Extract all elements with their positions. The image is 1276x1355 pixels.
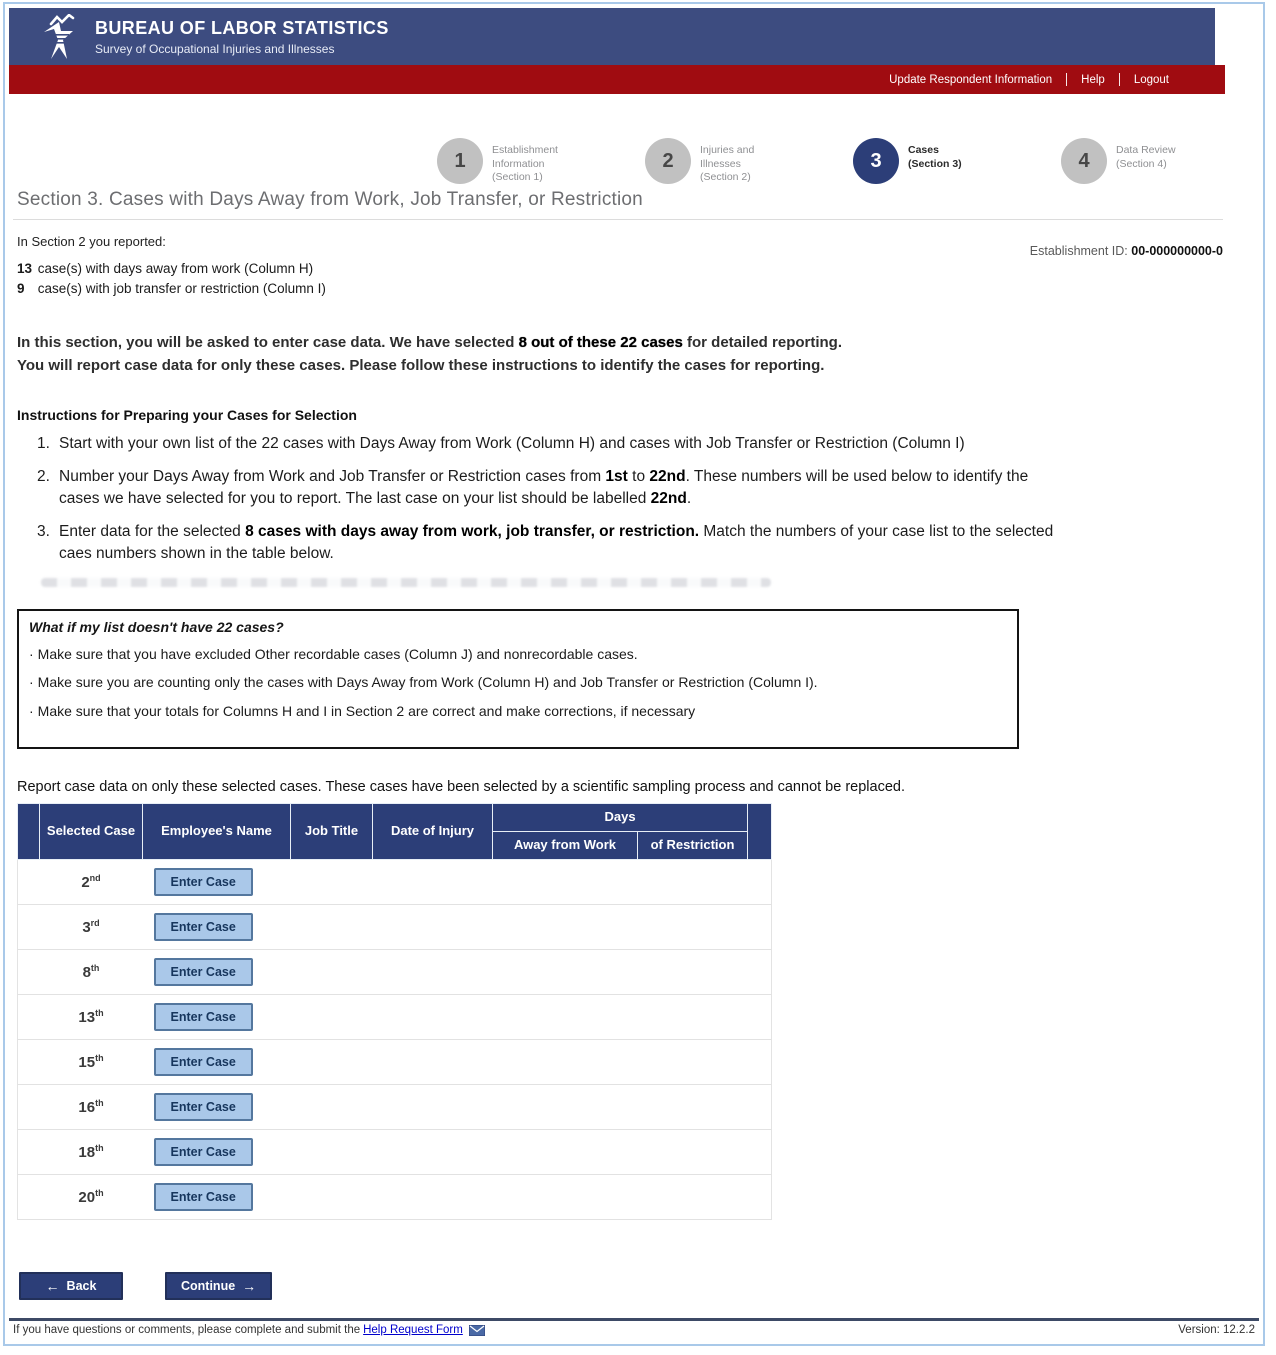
case-ordinal-suffix: th bbox=[90, 962, 100, 973]
faded-text-artifact bbox=[41, 578, 771, 587]
instruction-item-2 bbox=[37, 466, 1057, 511]
reported-count: 13 bbox=[17, 260, 33, 276]
case-ordinal: 13 bbox=[78, 1008, 96, 1026]
days-away-cell bbox=[493, 949, 638, 994]
instructions-heading: Instructions for Preparing your Cases for Selection bbox=[17, 407, 357, 424]
reported-text: case(s) with job transfer or restriction (Column I) bbox=[37, 280, 326, 296]
row-spacer bbox=[18, 1084, 40, 1129]
action-buttons bbox=[19, 1272, 1223, 1300]
case-row bbox=[18, 994, 772, 1039]
step-4-circle: 4 bbox=[1061, 138, 1107, 184]
case-row bbox=[18, 949, 772, 994]
header-date-of-injury: Date of Injury bbox=[373, 803, 493, 859]
case-row bbox=[18, 1084, 772, 1129]
case-ordinal-suffix: th bbox=[95, 1142, 104, 1153]
enter-case-button[interactable]: Enter Case bbox=[154, 913, 253, 941]
help-request-form-link[interactable]: Help Request Form bbox=[363, 1324, 463, 1336]
employee-name-cell bbox=[143, 949, 291, 994]
case-row bbox=[18, 859, 772, 904]
row-spacer bbox=[748, 1174, 772, 1219]
days-restriction-cell bbox=[638, 994, 748, 1039]
case-row bbox=[18, 1174, 772, 1219]
date-of-injury-cell bbox=[373, 904, 493, 949]
step-3-circle: 3 bbox=[853, 138, 899, 184]
main-content bbox=[5, 94, 1263, 1300]
faq-bullet: · Make sure that you have excluded Other recordable cases (Column J) and nonrecordable cases. bbox=[29, 645, 1003, 665]
days-restriction-cell bbox=[638, 904, 748, 949]
header-job-title: Job Title bbox=[291, 803, 373, 859]
footer bbox=[5, 1318, 1263, 1344]
job-title-cell bbox=[291, 859, 373, 904]
reported-count: 9 bbox=[17, 280, 25, 296]
instruction-number: 2. bbox=[37, 467, 50, 485]
days-away-cell bbox=[493, 1174, 638, 1219]
selected-case-cell bbox=[40, 1129, 143, 1174]
case-ordinal: 20 bbox=[78, 1188, 96, 1206]
days-restriction-cell bbox=[638, 949, 748, 994]
days-restriction-cell bbox=[638, 1084, 748, 1129]
days-away-cell bbox=[493, 1039, 638, 1084]
employee-name-cell bbox=[143, 1129, 291, 1174]
continue-button-label: Continue bbox=[181, 1278, 236, 1293]
days-restriction-cell bbox=[638, 1174, 748, 1219]
date-of-injury-cell bbox=[373, 1039, 493, 1084]
step-1-label: Establishment Information (Section 1) bbox=[492, 144, 558, 184]
nav-separator bbox=[1119, 73, 1120, 86]
selected-case-cell bbox=[40, 994, 143, 1039]
date-of-injury-cell bbox=[373, 1084, 493, 1129]
header-spacer-right bbox=[748, 803, 772, 859]
date-of-injury-cell bbox=[373, 1174, 493, 1219]
info-row bbox=[13, 234, 1223, 301]
instruction-item-1 bbox=[37, 433, 1057, 455]
nav-help[interactable]: Help bbox=[1081, 73, 1105, 86]
case-ordinal-suffix: rd bbox=[90, 917, 100, 928]
version-label: Version: 12.2.2 bbox=[1178, 1324, 1255, 1336]
case-ordinal: 2 bbox=[81, 873, 90, 891]
case-ordinal: 8 bbox=[82, 963, 91, 981]
case-row bbox=[18, 904, 772, 949]
instruction-text: Enter data for the selected 8 cases with days away from work, job transfer, or restriction. Match the numbers of your case list to the selected caes numbers shown in the table below. bbox=[59, 522, 1054, 563]
table-header bbox=[18, 803, 772, 859]
table-body bbox=[18, 859, 772, 1219]
employee-name-cell bbox=[143, 994, 291, 1039]
employee-name-cell bbox=[143, 859, 291, 904]
instruction-text: Start with your own list of the 22 cases with Days Away from Work (Column H) and cases with Job Transfer or Restriction (Column I) bbox=[59, 435, 965, 453]
header-of-restriction: of Restriction bbox=[638, 831, 748, 859]
selected-cases-table bbox=[17, 803, 772, 1220]
instruction-number: 3. bbox=[37, 522, 50, 540]
case-row bbox=[18, 1129, 772, 1174]
row-spacer bbox=[18, 904, 40, 949]
progress-steps bbox=[13, 94, 1223, 185]
nav-separator bbox=[1066, 73, 1067, 86]
step-2-label: Injuries and Illnesses (Section 2) bbox=[700, 144, 755, 184]
date-of-injury-cell bbox=[373, 949, 493, 994]
days-restriction-cell bbox=[638, 1039, 748, 1084]
enter-case-button[interactable]: Enter Case bbox=[154, 1048, 253, 1076]
job-title-cell bbox=[291, 1129, 373, 1174]
reported-text: case(s) with days away from work (Column H) bbox=[37, 260, 314, 276]
case-ordinal: 3 bbox=[82, 918, 91, 936]
establishment-id-value: 00-000000000-0 bbox=[1131, 243, 1223, 258]
date-of-injury-cell bbox=[373, 1129, 493, 1174]
case-ordinal-suffix: th bbox=[95, 1052, 104, 1063]
row-spacer bbox=[18, 1039, 40, 1084]
header-selected-case: Selected Case bbox=[40, 803, 143, 859]
intro-line-1: In this section, you will be asked to enter case data. We have selected 8 out of these 22 cases for detailed reporting. bbox=[17, 333, 843, 351]
row-spacer bbox=[748, 949, 772, 994]
utility-nav bbox=[9, 65, 1225, 94]
employee-name-cell bbox=[143, 1084, 291, 1129]
reported-intro: In Section 2 you reported: bbox=[17, 233, 166, 249]
reported-summary bbox=[17, 234, 326, 301]
footer-help-text bbox=[13, 1324, 485, 1336]
days-away-cell bbox=[493, 1129, 638, 1174]
continue-button[interactable] bbox=[165, 1272, 272, 1300]
faq-bullet: · Make sure that your totals for Columns H and I in Section 2 are correct and make corrections, if necessary bbox=[29, 702, 1003, 722]
days-away-cell bbox=[493, 904, 638, 949]
faq-title: What if my list doesn't have 22 cases? bbox=[29, 618, 284, 635]
step-3-label: Cases (Section 3) bbox=[908, 144, 962, 170]
employee-name-cell bbox=[143, 1174, 291, 1219]
bls-logo-icon bbox=[37, 14, 81, 60]
step-4-data-review[interactable] bbox=[1061, 138, 1213, 185]
selected-case-cell bbox=[40, 859, 143, 904]
establishment-id-label: Establishment ID: bbox=[1029, 243, 1128, 258]
employee-name-cell bbox=[143, 904, 291, 949]
selected-case-cell bbox=[40, 949, 143, 994]
footer-text: If you have questions or comments, please complete and submit the bbox=[13, 1324, 361, 1336]
reported-item bbox=[17, 261, 326, 276]
continue-arrow-icon: → bbox=[242, 1277, 257, 1294]
case-ordinal: 15 bbox=[78, 1053, 96, 1071]
case-ordinal-suffix: nd bbox=[89, 872, 101, 883]
enter-case-button[interactable]: Enter Case bbox=[154, 868, 253, 896]
job-title-cell bbox=[291, 1039, 373, 1084]
report-note: Report case data on only these selected cases. These cases have been selected by a scientific sampling process and cannot be replaced. bbox=[17, 778, 905, 795]
selected-case-cell bbox=[40, 1084, 143, 1129]
selected-case-cell bbox=[40, 1039, 143, 1084]
section-title-row bbox=[13, 187, 1223, 220]
date-of-injury-cell bbox=[373, 994, 493, 1039]
selected-case-cell bbox=[40, 1174, 143, 1219]
nav-update-respondent-information[interactable]: Update Respondent Information bbox=[889, 73, 1053, 86]
case-ordinal-suffix: th bbox=[95, 1097, 104, 1108]
row-spacer bbox=[748, 859, 772, 904]
header-days-group: Days bbox=[493, 803, 748, 831]
case-row bbox=[18, 1039, 772, 1084]
case-ordinal: 16 bbox=[78, 1098, 96, 1116]
back-arrow-icon: ← bbox=[45, 1277, 60, 1294]
case-ordinal-suffix: th bbox=[95, 1187, 104, 1198]
case-ordinal: 18 bbox=[78, 1143, 96, 1161]
enter-case-button[interactable]: Enter Case bbox=[154, 958, 253, 986]
row-spacer bbox=[748, 1039, 772, 1084]
instructions bbox=[13, 407, 1223, 586]
days-away-cell bbox=[493, 1084, 638, 1129]
reported-items bbox=[17, 261, 326, 296]
reported-item bbox=[17, 281, 326, 296]
job-title-cell bbox=[291, 1174, 373, 1219]
days-restriction-cell bbox=[638, 1129, 748, 1174]
app-title: BUREAU OF LABOR STATISTICS bbox=[95, 17, 389, 38]
faq-note-box bbox=[17, 609, 1019, 749]
header-titles bbox=[95, 18, 389, 56]
instruction-text: Number your Days Away from Work and Job Transfer or Restriction cases from 1st to 22nd. These numbers will be used below to identify the cases we have selected for you to report. The last case on your list should be labelled 22nd. bbox=[59, 467, 1029, 508]
enter-case-button[interactable]: Enter Case bbox=[154, 1093, 253, 1121]
instruction-item-3 bbox=[37, 521, 1057, 566]
intro-paragraph bbox=[17, 331, 997, 378]
instruction-number: 1. bbox=[37, 435, 50, 453]
step-1-establishment-information[interactable] bbox=[437, 138, 589, 185]
header-spacer-left bbox=[18, 803, 40, 859]
step-2-circle: 2 bbox=[645, 138, 691, 184]
days-away-cell bbox=[493, 859, 638, 904]
enter-case-button[interactable]: Enter Case bbox=[154, 1138, 253, 1166]
step-4-label: Data Review (Section 4) bbox=[1116, 144, 1176, 170]
step-1-circle: 1 bbox=[437, 138, 483, 184]
header-away-from-work: Away from Work bbox=[493, 831, 638, 859]
back-button-label: Back bbox=[66, 1278, 97, 1293]
case-ordinal-suffix: th bbox=[95, 1007, 104, 1018]
faq-bullet: · Make sure you are counting only the cases with Days Away from Work (Column H) and Job Transfer or Restriction (Column I). bbox=[29, 673, 1003, 693]
header-bar bbox=[9, 8, 1215, 65]
employee-name-cell bbox=[143, 1039, 291, 1084]
header-employee-name: Employee's Name bbox=[143, 803, 291, 859]
job-title-cell bbox=[291, 994, 373, 1039]
row-spacer bbox=[748, 1129, 772, 1174]
row-spacer bbox=[18, 1129, 40, 1174]
page-title: Section 3. Cases with Days Away from Work, Job Transfer, or Restriction bbox=[17, 188, 643, 210]
intro-line-2: You will report case data for only these cases. Please follow these instructions to identify the cases for reporting. bbox=[17, 357, 825, 375]
job-title-cell bbox=[291, 904, 373, 949]
row-spacer bbox=[748, 904, 772, 949]
row-spacer bbox=[18, 859, 40, 904]
step-2-injuries-and-illnesses[interactable] bbox=[645, 138, 797, 185]
row-spacer bbox=[18, 949, 40, 994]
envelope-icon bbox=[469, 1325, 485, 1336]
row-spacer bbox=[748, 994, 772, 1039]
establishment-id bbox=[1030, 244, 1223, 301]
enter-case-button[interactable]: Enter Case bbox=[154, 1003, 253, 1031]
faq-bullet-list bbox=[29, 645, 1003, 722]
days-restriction-cell bbox=[638, 859, 748, 904]
date-of-injury-cell bbox=[373, 859, 493, 904]
back-button[interactable] bbox=[19, 1272, 123, 1300]
selected-case-cell bbox=[40, 904, 143, 949]
job-title-cell bbox=[291, 949, 373, 994]
nav-logout[interactable]: Logout bbox=[1133, 73, 1169, 86]
page-frame bbox=[3, 2, 1265, 1346]
days-away-cell bbox=[493, 994, 638, 1039]
job-title-cell bbox=[291, 1084, 373, 1129]
enter-case-button[interactable]: Enter Case bbox=[154, 1183, 253, 1211]
step-3-cases[interactable] bbox=[853, 138, 1005, 185]
row-spacer bbox=[748, 1084, 772, 1129]
row-spacer bbox=[18, 1174, 40, 1219]
row-spacer bbox=[18, 994, 40, 1039]
app-subtitle: Survey of Occupational Injuries and Illnesses bbox=[95, 41, 335, 56]
